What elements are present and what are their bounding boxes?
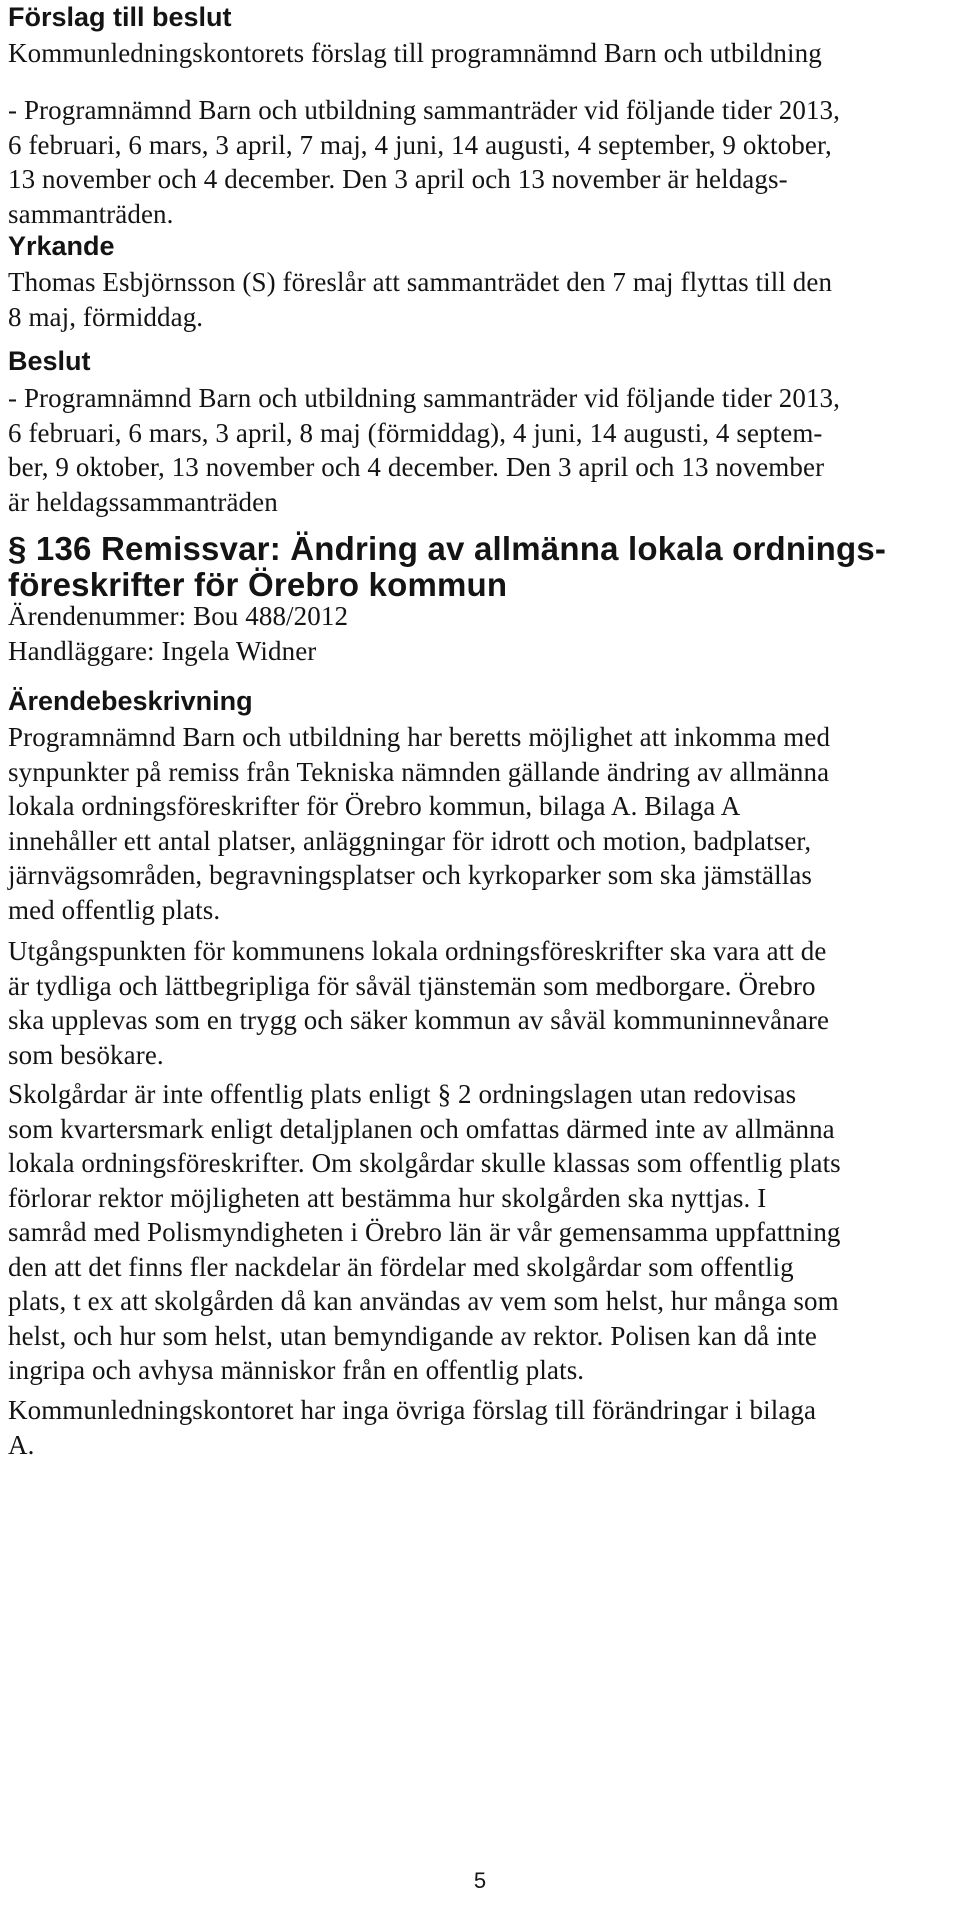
text-line: ingripa och avhysa människor från en offentlig plats. [8,1355,585,1385]
case-handler: Handläggare: Ingela Widner [8,635,317,666]
case-info [8,599,952,668]
text-line: lokala ordningsföreskrifter för Örebro kommun, bilaga A. Bilaga A [8,791,741,821]
title-line: § 136 Remissvar: Ändring av allmänna lokala ordnings- [8,530,887,567]
text-line: Utgångspunkten för kommunens lokala ordningsföreskrifter ska vara att de [8,936,827,966]
item-136-title [8,531,952,603]
text-line: innehåller ett antal platser, anläggningar för idrott och motion, badplatser, [8,825,812,856]
text-line: synpunkter på remiss från Tekniska nämnden gällande ändring av allmänna [8,756,830,787]
heading-text: Beslut [8,346,91,376]
heading-text: Ärendebeskrivning [8,686,253,716]
text-line: Kommunledningskontoret har inga övriga förslag till förändringar i bilaga [8,1395,817,1425]
text-line: som besökare. [8,1039,164,1070]
text-line: - Programnämnd Barn och utbildning sammanträder vid följande tider 2013, [8,95,841,125]
text-line: Kommunledningskontorets förslag till programnämnd Barn och utbildning [8,38,822,68]
description-paragraph-1 [8,720,952,927]
text-line: Thomas Esbjörnsson (S) föreslår att sammanträdet den 7 maj flyttas till den [8,267,833,297]
page-number: 5 [473,1868,487,1893]
text-line: järnvägsområden, begravningsplatser och kyrkoparker som ska jämställas [8,860,813,890]
text-line: 8 maj, förmiddag. [8,301,204,332]
section-heading-forslag [8,0,952,35]
text-line: Skolgårdar är inte offentlig plats enligt § 2 ordningslagen utan redovisas [8,1079,797,1109]
section-heading-yrkande [8,229,952,264]
proposal-paragraph [8,93,952,231]
text-line: sammanträden. [8,198,174,229]
text-line: är tydliga och lättbegripliga för såväl tjänstemän som medborgare. Örebro [8,970,816,1001]
text-line: är heldagssammanträden [8,486,278,517]
case-number: Ärendenummer: Bou 488/2012 [8,601,349,631]
text-line: Programnämnd Barn och utbildning har beretts möjlighet att inkomma med [8,722,831,752]
text-line: 6 februari, 6 mars, 3 april, 8 maj (förmiddag), 4 juni, 14 augusti, 4 septem- [8,417,823,448]
text-line: plats, t ex att skolgården då kan användas av vem som helst, hur många som [8,1286,839,1316]
text-line: - Programnämnd Barn och utbildning sammanträder vid följande tider 2013, [8,383,841,413]
text-line: helst, och hur som helst, utan bemyndigande av rektor. Polisen kan då inte [8,1320,817,1351]
text-line: A. [8,1429,35,1460]
text-line: med offentlig plats. [8,894,221,925]
beslut-paragraph [8,381,952,519]
text-line: lokala ordningsföreskrifter. Om skolgårdar skulle klassas som offentlig plats [8,1148,841,1178]
title-line: föreskrifter för Örebro kommun [8,566,508,603]
heading-text: Yrkande [8,231,115,261]
text-line: samråd med Polismyndigheten i Örebro län är vår gemensamma uppfattning [8,1217,841,1247]
heading-text: Förslag till beslut [8,2,232,32]
text-line: den att det finns fler nackdelar än fördelar med skolgårdar som offentlig [8,1251,794,1282]
text-line: ber, 9 oktober, 13 november och 4 december. Den 3 april och 13 november [8,452,825,482]
description-paragraph-2 [8,934,952,1072]
section-heading-arendebeskrivning [8,684,952,719]
intro-paragraph [8,36,952,71]
text-line: ska upplevas som en trygg och säker kommun av såväl kommuninnevånare [8,1005,830,1035]
description-paragraph-3 [8,1077,952,1388]
text-line: förlorar rektor möjligheten att bestämma hur skolgården ska nyttjas. I [8,1182,767,1213]
text-line: som kvartersmark enligt detaljplanen och omfattas därmed inte av allmänna [8,1113,835,1144]
yrkande-paragraph [8,265,952,334]
text-line: 13 november och 4 december. Den 3 april och 13 november är heldags- [8,164,788,194]
section-heading-beslut [8,344,952,379]
description-paragraph-4 [8,1393,952,1462]
text-line: 6 februari, 6 mars, 3 april, 7 maj, 4 juni, 14 augusti, 4 september, 9 oktober, [8,129,832,160]
